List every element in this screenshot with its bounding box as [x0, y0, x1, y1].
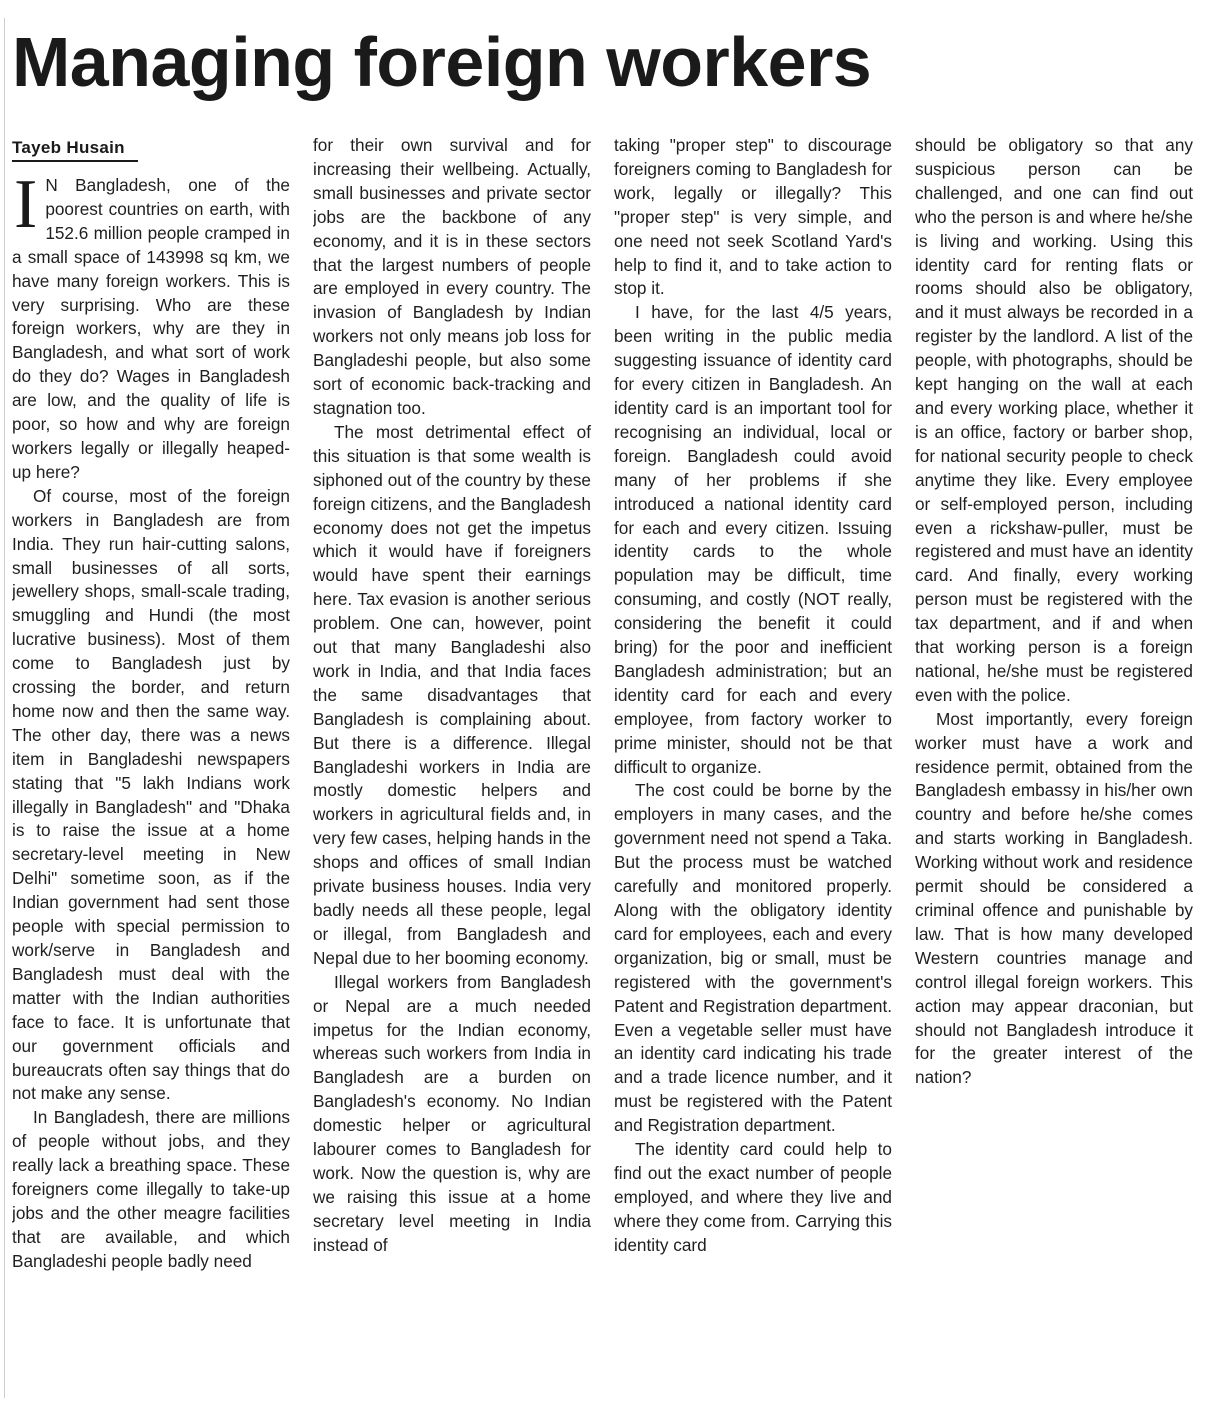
paragraph-text: N Bangladesh, one of the poorest countries on earth, with 152.6 million people cramped in a small space of 143998 sq km, we have many foreign workers. This is very surprising. Who are these foreign workers, why are they in Bangladesh, and what sort of work do they do? Wages in Bangladesh are low, and the quality of life is poor, so how and why are foreign workers legally or illegally heaped-up here?	[12, 175, 290, 482]
paragraph: The cost could be borne by the employers in many cases, and the government need not spend a Taka. But the process must be watched carefully and monitored properly. Along with the obligatory identity card for employees, each and every organization, big or small, must be registered with the government's Patent and Registration department. Even a vegetable seller must have an identity card indicating his trade and a trade licence number, and it must be registered with the Patent and Registration department.	[614, 780, 892, 1136]
paragraph: should be obligatory so that any suspicious person can be challenged, and one can find out who the person is and where he/she is living and working. Using this identity card for renting flats or rooms should also be obligatory, and it must always be recorded in a register by the landlord. A list of the people, with photographs, should be kept hanging on the wall at each and every working place, whether it is an office, factory or barber shop, for national security people to check anytime they like. Every employee or self-employed person, including even a rickshaw-puller, must be registered and must have an identity card. And finally, every working person must be registered with the tax department, and if and when that working person is a foreign national, he/she must be registered even with the police.	[915, 135, 1193, 705]
paragraph: Of course, most of the foreign workers in Bangladesh are from India. They run hair-cutting salons, small businesses of all sorts, jewellery shops, small-scale trading, smuggling and Hundi (the most lucrative business). Most of them come to Bangladesh just by crossing the border, and return home now and then the same way. The other day, there was a news item in Bangladeshi newspapers stating that "5 lakh Indians work illegally in Bangladesh" and "Dhaka is to raise the issue at a home secretary-level meeting in New Delhi" sometime soon, as if the Indian government had sent those people with special permission to work/serve in Bangladesh and Bangladesh must deal with the matter with the Indian authorities face to face. It is unfortunate that our government officials and bureaucrats often say things that do not make any sense.	[12, 485, 290, 1104]
article-column-3	[614, 134, 892, 1374]
page-border-rule	[4, 18, 5, 1398]
paragraph: In Bangladesh, there are millions of people without jobs, and they really lack a breathing space. These foreigners come illegally to take-up jobs and the other meagre facilities that are available, and which Bangladeshi people badly need	[12, 1107, 290, 1271]
paragraph: Illegal workers from Bangladesh or Nepal are a much needed impetus for the Indian economy, whereas such workers from India in Bangladesh are a burden on Bangladesh's economy. No Indian domestic helper or agricultural labourer comes to Bangladesh for work. Now the question is, why are we raising this issue at a home secretary level meeting in India instead of	[313, 971, 591, 1255]
paragraph: taking "proper step" to discourage foreigners coming to Bangladesh for work, legally or illegally? This "proper step" is very simple, and one need not seek Scotland Yard's help to find it, and to take action to stop it.	[614, 135, 892, 299]
paragraph: The identity card could help to find out the exact number of people employed, and where they live and where they come from. Carrying this identity card	[614, 1139, 892, 1255]
paragraph: for their own survival and for increasing their wellbeing. Actually, small businesses and private sector jobs are the backbone of any economy, and it is in these sectors that the largest numbers of people are employed in every country. The invasion of Bangladesh by Indian workers not only means job loss for Bangladeshi people, but also some sort of economic back-tracking and stagnation too.	[313, 135, 591, 418]
paragraph	[12, 174, 290, 485]
article-column-2	[313, 134, 591, 1404]
article-column-1	[12, 174, 290, 1406]
headline: Managing foreign workers	[12, 23, 872, 101]
article-column-4	[915, 134, 1193, 1214]
paragraph: The most detrimental effect of this situation is that some wealth is siphoned out of the country by these foreign citizens, and the Bangladesh economy does not get the impetus which it would have if foreigners would have spent their earnings here. Tax evasion is another serious problem. One can, however, point out that many Bangladeshi also work in India, and that India faces the same disadvantages that Bangladesh is complaining about. But there is a difference. Illegal Bangladeshi workers in India are mostly domestic helpers and workers in agricultural fields and, in very few cases, helping hands in the shops and offices of small Indian private business houses. India very badly needs all these people, legal or illegal, from Bangladesh and Nepal due to her booming economy.	[313, 421, 591, 968]
drop-cap: I	[14, 174, 38, 243]
paragraph: Most importantly, every foreign worker must have a work and residence permit, obtained from the Bangladesh embassy in his/her own country and before he/she comes and starts working in Bangladesh. Working without work and residence permit should be considered a criminal offence and punishable by law. That is how many developed Western countries manage and control illegal foreign workers. This action may appear draconian, but should not Bangladesh introduce it for the greater interest of the nation?	[915, 708, 1193, 1088]
paragraph: I have, for the last 4/5 years, been writing in the public media suggesting issuance of identity card for every citizen in Bangladesh. An identity card is an important tool for recognising an individual, local or foreign. Bangladesh could avoid many of her problems if she introduced a national identity card for each and every citizen. Issuing identity cards to the whole population may be difficult, time consuming, and costly (NOT really, considering the benefit it could bring) for the poor and inefficient Bangladesh administration; but an identity card for each and every employee, from factory worker to prime minister, should not be that difficult to organize.	[614, 302, 892, 777]
byline: Tayeb Husain	[12, 137, 138, 162]
